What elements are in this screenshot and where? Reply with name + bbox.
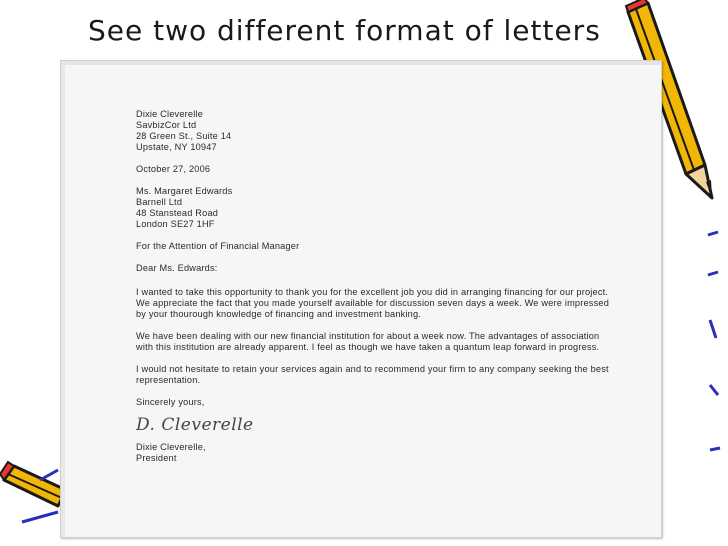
closing: Sincerely yours,	[136, 397, 205, 407]
signer-name: Dixie Cleverelle,	[136, 442, 206, 452]
sender-company: SavbizCor Ltd	[136, 120, 197, 130]
signer-title: President	[136, 453, 177, 463]
pencil-icon	[0, 462, 66, 506]
scan-edge	[61, 61, 65, 537]
recipient-company: Barnell Ltd	[136, 197, 183, 207]
letter-scan-image	[60, 60, 662, 538]
sender-city: Upstate, NY 10947	[136, 142, 217, 152]
sender-street: 28 Green St., Suite 14	[136, 131, 232, 141]
business-letter	[136, 109, 616, 464]
body-paragraph: I wanted to take this opportunity to thank you for the excellent job you did in arranging financing for our project. We appreciate the fact that you made yourself available for discussion seven days a week. We were impressed by your thourough knowledge of financing and investment banking.	[136, 287, 610, 319]
handwritten-signature: D. Cleverelle	[136, 415, 254, 435]
scribble-lines	[708, 232, 720, 450]
recipient-street: 48 Stanstead Road	[136, 208, 219, 218]
slide-title: See two different format of letters	[88, 14, 601, 47]
salutation: Dear Ms. Edwards:	[136, 263, 218, 273]
scan-edge	[61, 61, 661, 65]
recipient-name: Ms. Margaret Edwards	[136, 186, 233, 196]
body-paragraph: I would not hesitate to retain your services again and to recommend your firm to any company seeking the best representation.	[136, 364, 609, 385]
attention-line: For the Attention of Financial Manager	[136, 241, 300, 251]
body-paragraph: We have been dealing with our new financial institution for about a week now. The advantages of association with this institution are already apparent. I feel as though we have taken a quantum leap forward in progress.	[136, 331, 600, 352]
sender-name: Dixie Cleverelle	[136, 109, 204, 119]
letter-date: October 27, 2006	[136, 164, 211, 174]
recipient-city: London SE27 1HF	[136, 219, 215, 229]
